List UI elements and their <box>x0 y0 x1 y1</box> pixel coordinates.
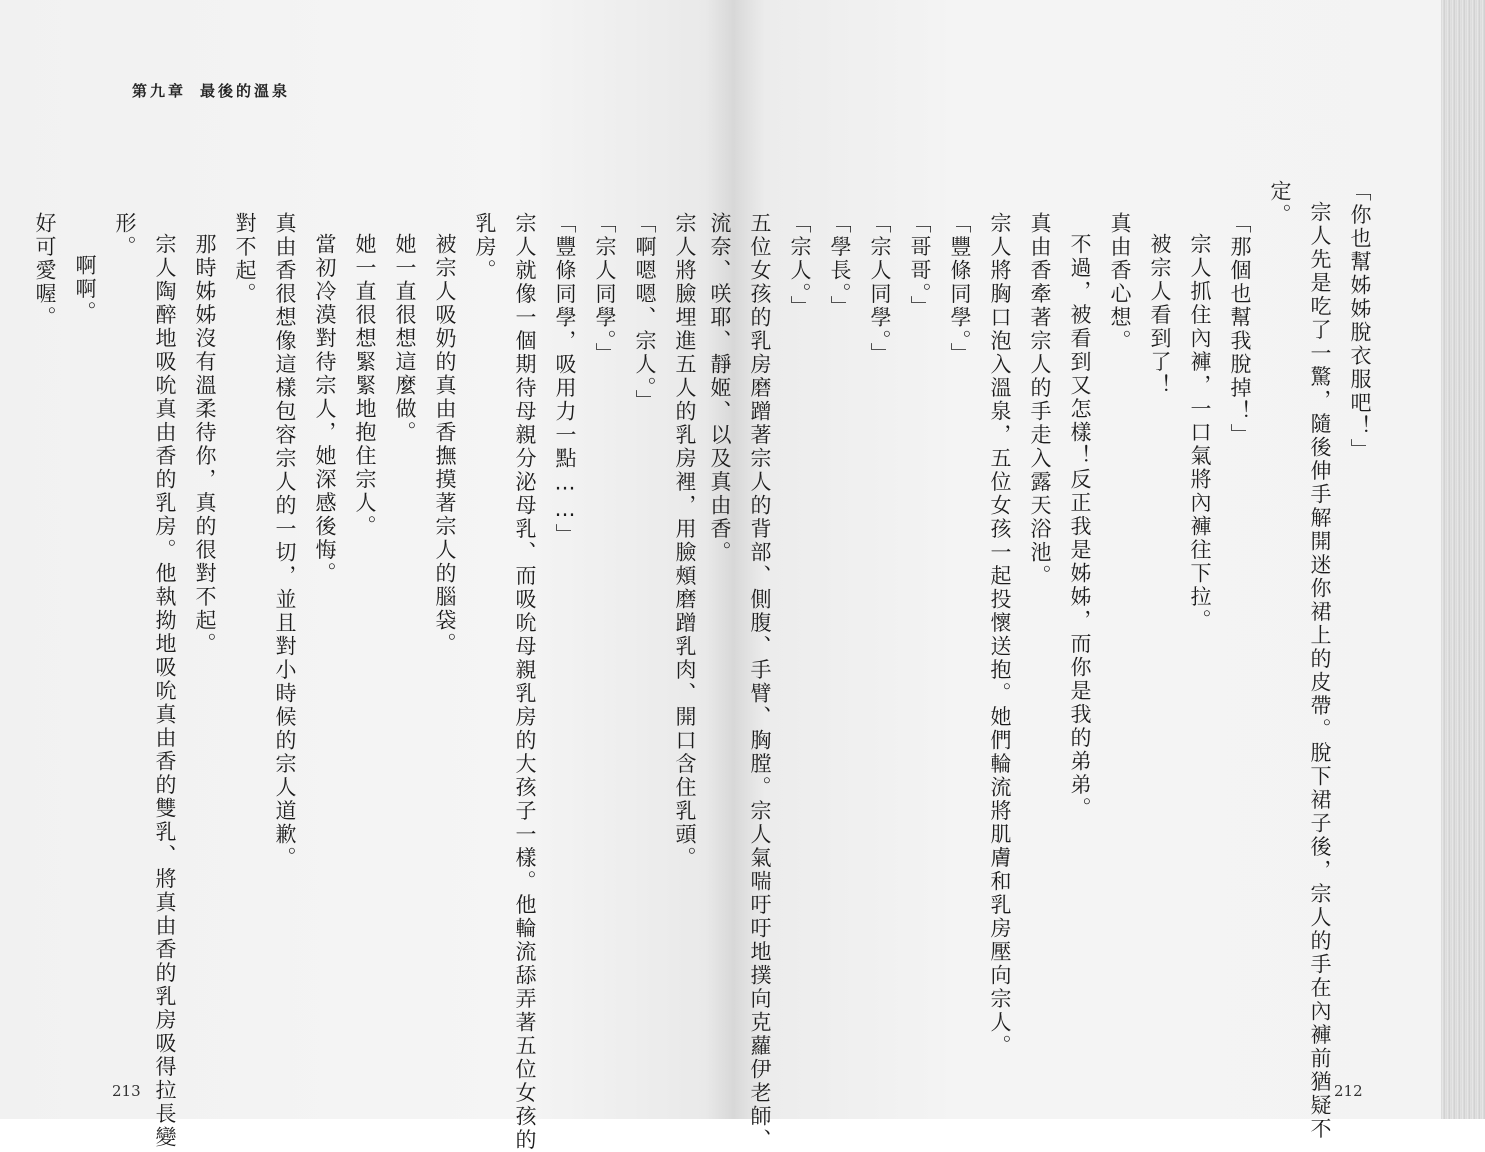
text-line: 「那個也幫我脫掉！」 <box>1228 212 1252 447</box>
text-line: 宗人將臉埋進五人的乳房裡，用臉頰磨蹭乳肉、開口含住乳頭。 <box>673 212 697 870</box>
page-number: 212 <box>1334 1082 1363 1100</box>
text-line: 流奈、咲耶、靜姬、以及真由香。 <box>708 212 732 565</box>
right-page-body <box>700 212 1260 1152</box>
text-line: 她一直很想緊緊地抱住宗人。 <box>353 233 377 539</box>
text-line: 宗人陶醉地吸吮真由香的乳房。他執拗地吸吮真由香的雙乳、將真由香的乳房吸得拉長變 <box>153 233 177 1150</box>
running-head <box>132 80 290 101</box>
text-line: 真由香牽著宗人的手走入露天浴池。 <box>1028 212 1052 588</box>
text-line: 定。 <box>1268 180 1292 227</box>
text-line: 宗人先是吃了一驚，隨後伸手解開迷你裙上的皮帶。脫下裙子後，宗人的手在內褲前猶疑不 <box>1308 201 1332 1141</box>
text-line: 真由香心想。 <box>1108 212 1132 353</box>
chapter-label: 第九章 <box>132 82 187 100</box>
left-page <box>0 0 735 1152</box>
text-line: 她一直很想這麼做。 <box>393 233 417 445</box>
text-line: 啊啊。 <box>73 254 97 325</box>
text-line: 「哥哥。」 <box>908 212 932 319</box>
text-line: 當初冷漠對待宗人，她深感後悔。 <box>313 233 337 586</box>
text-line: 「宗人同學。」 <box>593 212 617 366</box>
text-line: 「學長。」 <box>828 212 852 319</box>
text-line: 對不起。 <box>233 212 257 306</box>
text-line: 「啊嗯嗯、宗人。」 <box>633 212 657 413</box>
text-line: 「你也幫姊姊脫衣服吧！」 <box>1348 180 1372 462</box>
text-line: 「宗人同學。」 <box>868 212 892 366</box>
text-line: 「豐條同學。」 <box>948 212 972 366</box>
text-line: 五位女孩的乳房磨蹭著宗人的背部、側腹、手臂、胸膛。宗人氣喘吁吁地撲向克蘿伊老師、 <box>748 212 772 1152</box>
text-line: 宗人將胸口泡入溫泉，五位女孩一起投懷送抱。她們輪流將肌膚和乳房壓向宗人。 <box>988 212 1012 1058</box>
text-line: 「宗人。」 <box>788 212 812 319</box>
text-line: 那時姊姊沒有溫柔待你，真的很對不起。 <box>193 233 217 656</box>
text-line: 不過，被看到又怎樣！反正我是姊姊，而你是我的弟弟。 <box>1068 233 1092 821</box>
text-line: 被宗人看到了！ <box>1148 233 1172 398</box>
text-line: 宗人就像一個期待母親分泌母乳、而吸吮母親乳房的大孩子一樣。他輪流舔弄著五位女孩的 <box>513 212 537 1152</box>
page-edge-stack <box>1441 0 1485 1119</box>
text-line: 形。 <box>113 212 137 259</box>
chapter-title: 最後的溫泉 <box>200 82 291 100</box>
right-page <box>708 0 1485 1152</box>
text-line: 宗人抓住內褲，一口氣將內褲往下拉。 <box>1188 233 1212 633</box>
text-line: 「豐條同學，吸用力一點……」 <box>553 212 577 547</box>
text-line: 乳房。 <box>473 212 497 283</box>
page-number: 213 <box>112 1082 141 1100</box>
text-line: 好可愛喔。 <box>33 212 57 330</box>
text-line: 被宗人吸奶的真由香撫摸著宗人的腦袋。 <box>433 233 457 656</box>
text-line: 真由香很想像這樣包容宗人的一切，並且對小時候的宗人道歉。 <box>273 212 297 870</box>
